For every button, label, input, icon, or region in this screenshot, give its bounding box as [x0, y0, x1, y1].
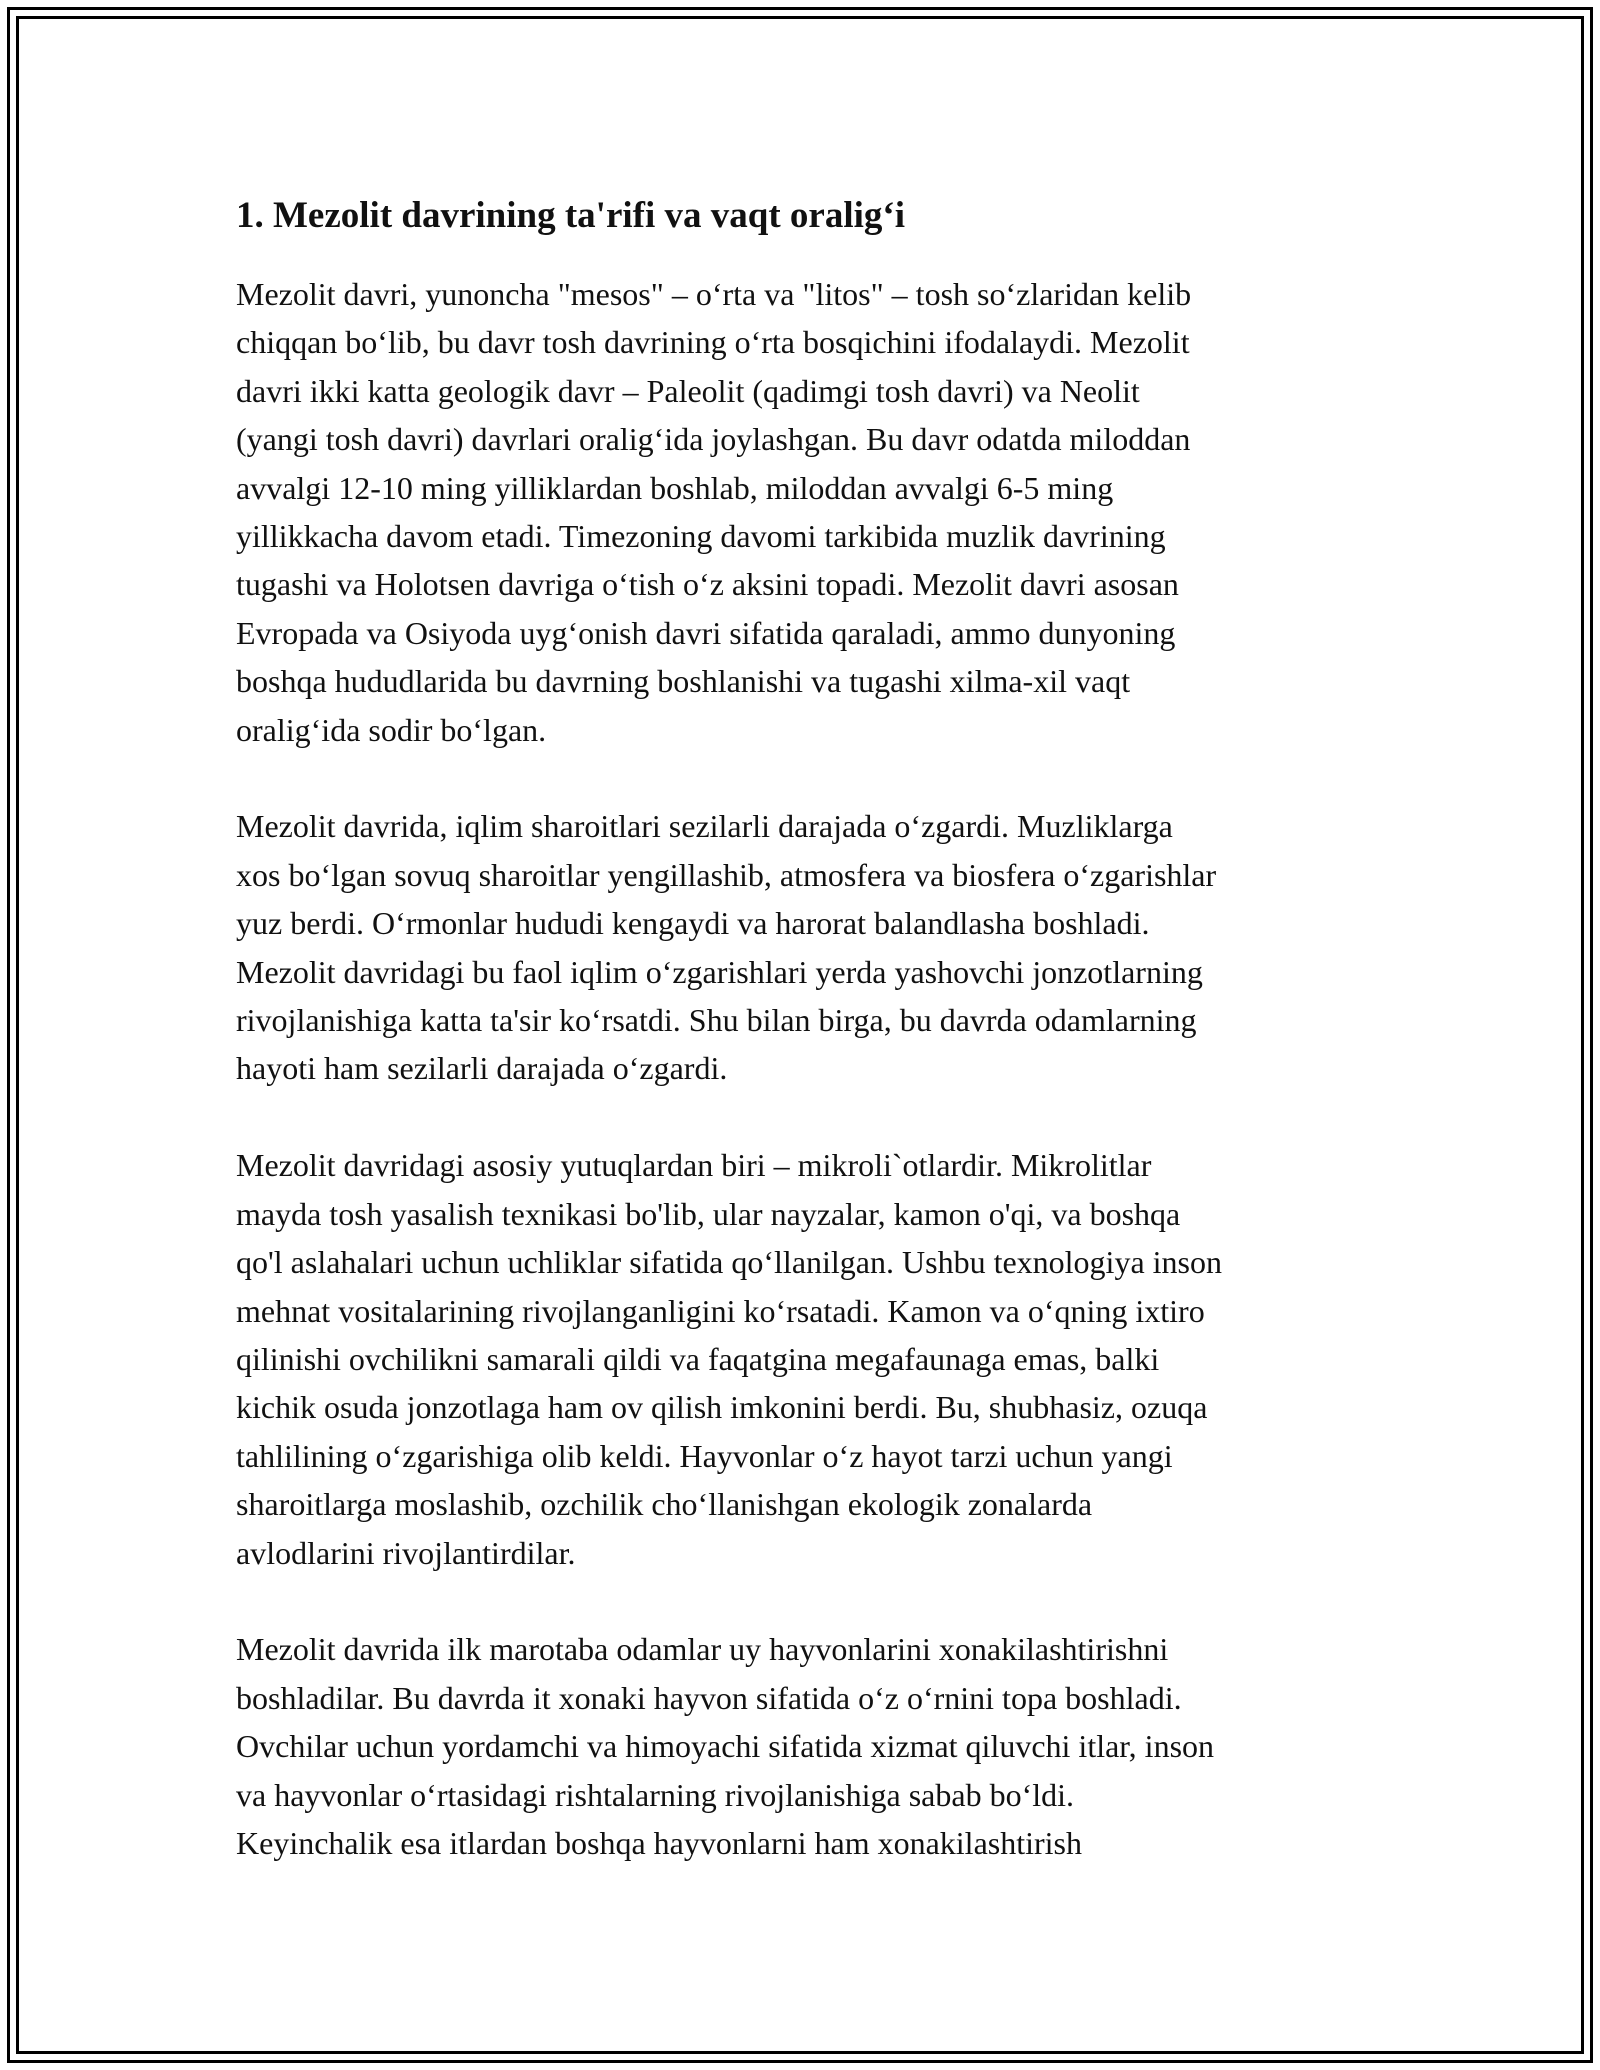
paragraph-2: Mezolit davrida, iqlim sharoitlari sezilarli darajada o‘zgardi. Muzliklarga xos bo‘lgan sovuq sharoitlar yengillashib, atmosfera va biosfera o‘zgarishlar yuz berdi. O‘rmonlar hududi kengaydi va harorat balandlasha boshladi. Mezolit davridagi bu faol iqlim o‘zgarishlari yerda yashovchi jonzotlarning rivojlanishiga katta ta'sir ko‘rsatdi. Shu bilan birga, bu davrda odamlarning hayoti ham sezilarli darajada o‘zgardi.	[236, 808, 1217, 1087]
section-heading: 1. Mezolit davrining ta'rifi va vaqt oralig‘i	[236, 195, 905, 236]
paragraph-3: Mezolit davridagi asosiy yutuqlardan biri – mikroli`otlardir. Mikrolitlar mayda tosh yasalish texnikasi bo'lib, ular nayzalar, kamon o'qi, va boshqa qo'l aslahalari uchun uchliklar sifatida qo‘llanilgan. Ushbu texnologiya inson mehnat vositalarining rivojlanganligini ko‘rsatadi. Kamon va o‘qning ixtiro qilinishi ovchilikni samarali qildi va faqatgina megafaunaga emas, balki kichik osuda jonzotlaga ham ov qilish imkonini berdi. Bu, shubhasiz, ozuqa tahlilining o‘zgarishiga olib keldi. Hayvonlar o‘z hayot tarzi uchun yangi sharoitlarga moslashib, ozchilik cho‘llanishgan ekologik zonalarda avlodlarini rivojlantirdilar.	[236, 1147, 1222, 1571]
paragraph-4: Mezolit davrida ilk marotaba odamlar uy hayvonlarini xonakilashtirishni boshladilar. Bu davrda it xonaki hayvon sifatida o‘z o‘rnini topa boshladi. Ovchilar uchun yordamchi va himoyachi sifatida xizmat qiluvchi itlar, inson va hayvonlar o‘rtasidagi rishtalarning rivojlanishiga sabab bo‘ldi. Keyinchalik esa itlardan boshqa hayvonlarni ham xonakilashtirish	[236, 1631, 1215, 1861]
paragraph-1: Mezolit davri, yunoncha "mesos" – o‘rta va "litos" – tosh so‘zlaridan kelib chiqqan bo‘lib, bu davr tosh davrining o‘rta bosqichini ifodalaydi. Mezolit davri ikki katta geologik davr – Paleolit (qadimgi tosh davri) va Neolit (yangi tosh davri) davrlari oralig‘ida joylashgan. Bu davr odatda miloddan avvalgi 12-10 ming yilliklardan boshlab, miloddan avvalgi 6-5 ming yillikkacha davom etadi. Timezoning davomi tarkibida muzlik davrining tugashi va Holotsen davriga o‘tish o‘z aksini topadi. Mezolit davri asosan Evropada va Osiyoda uyg‘onish davri sifatida qaraladi, ammo dunyoning boshqa hududlarida bu davrning boshlanishi va tugashi xilma-xil vaqt oralig‘ida sodir bo‘lgan.	[236, 276, 1192, 748]
document-body	[236, 188, 1386, 1916]
